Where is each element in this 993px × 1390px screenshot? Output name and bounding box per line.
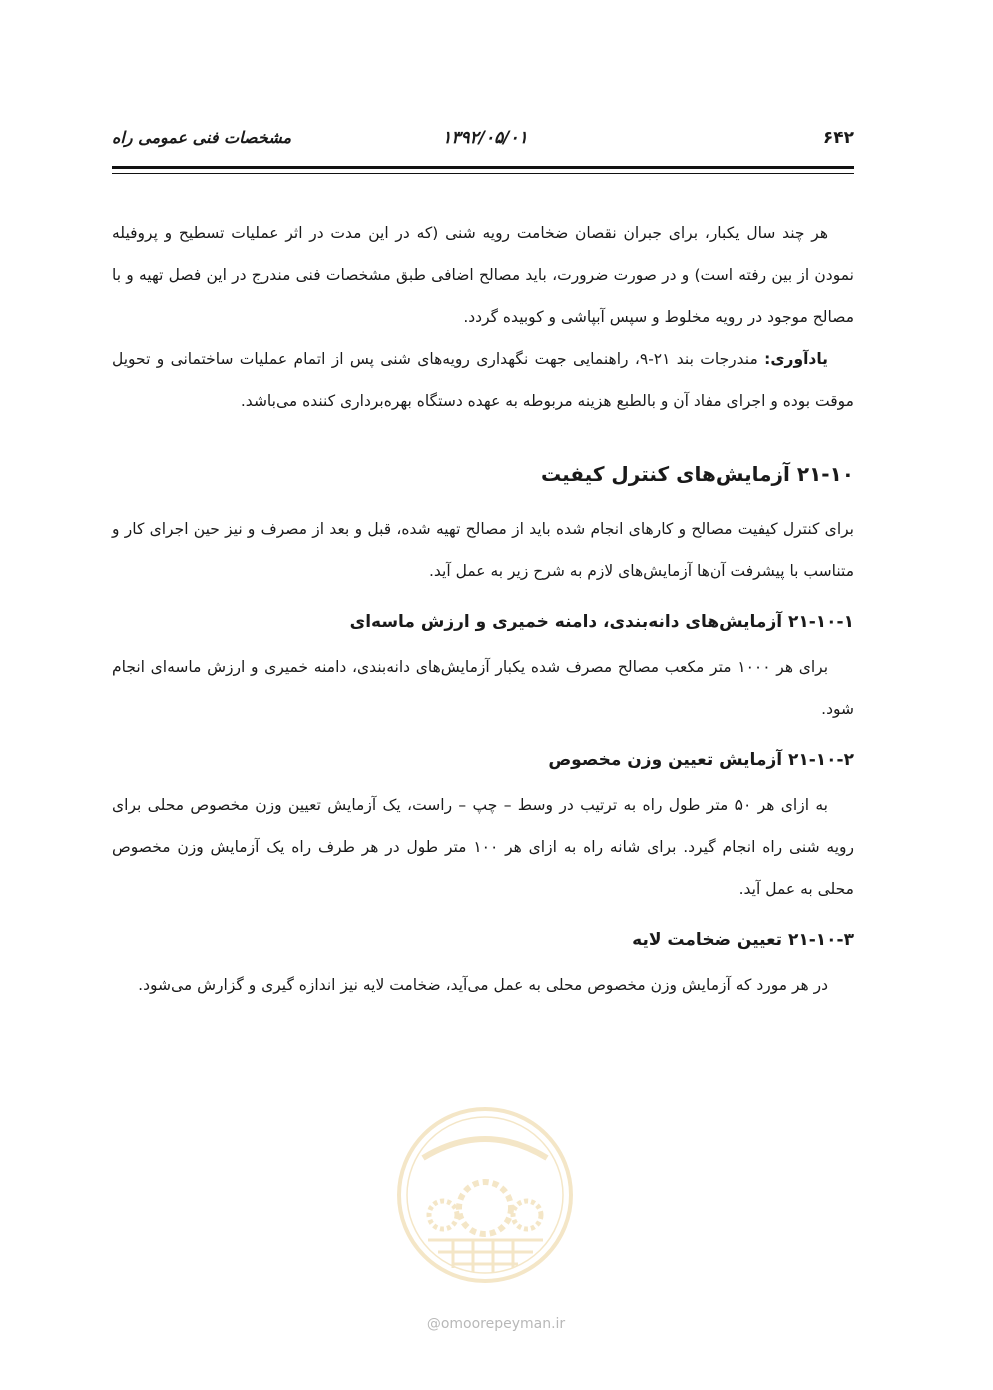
page-number: ۶۴۲	[822, 128, 854, 148]
section-intro: برای کنترل کیفیت مصالح و کارهای انجام شده باید از مصالح تهیه شده، قبل و بعد از مصرف و نیز حین اجرای کار و متناسب با پیشرفت آن‌ها آزمایش‌های لازم به شرح زیر به عمل آید.	[112, 520, 854, 580]
note-text: مندرجات بند ۲۱-۹، راهنمایی جهت نگهداری رویه‌های شنی پس از اتمام عملیات ساختمانی و تحویل موقت بوده و اجرای مفاد آن و بالطبع هزینه مربوطه به عهده دستگاه بهره‌برداری کننده می‌باشد.	[112, 350, 854, 410]
subsection-1-text: برای هر ۱۰۰۰ متر مکعب مصالح مصرف شده یکبار آزمایش‌های دانه‌بندی، دامنه خمیری و ارزش ماسه‌ای انجام شود.	[112, 658, 854, 718]
paragraph-resurfacing: هر چند سال یکبار، برای جبران نقصان ضخامت رویه شنی (که در این مدت در اثر عملیات تسطیح و پروفیله نمودن از بین رفته است) و در صورت ضرورت، باید مصالح اضافی طبق مشخصات فنی مندرج در این فصل تهیه و با مصالح موجود در رویه مخلوط و سپس آبپاشی و کوبیده گردد.	[112, 224, 854, 326]
subsection-2-heading: ۲۱-۱۰-۲ آزمایش تعیین وزن مخصوص	[548, 750, 854, 770]
header-title: مشخصات فنی عمومی راه	[112, 128, 292, 147]
note-label: یادآوری:	[764, 350, 828, 368]
subsection-2-text: به ازای هر ۵۰ متر طول راه به ترتیب در وسط – چپ – راست، یک آزمایش تعیین وزن مخصوص محلی برای رویه شنی راه انجام گیرد. برای شانه راه به ازای هر ۱۰۰ متر طول در هر طرف راه یک آزمایش وزن مخصوص محلی به عمل آید.	[112, 796, 854, 898]
section-heading: ۲۱-۱۰ آزمایش‌های کنترل کیفیت	[540, 462, 854, 486]
subsection-1-heading: ۲۱-۱۰-۱ آزمایش‌های دانه‌بندی، دامنه خمیری و ارزش ماسه‌ای	[349, 612, 854, 632]
header-rule-thin	[112, 173, 854, 174]
subsection-3-heading: ۲۱-۱۰-۳ تعیین ضخامت لایه	[632, 930, 854, 950]
subsection-3-text: در هر مورد که آزمایش وزن مخصوص محلی به عمل می‌آید، ضخامت لایه نیز اندازه گیری و گزارش می‌شود.	[138, 976, 828, 994]
header-rule-thick	[112, 166, 854, 169]
note-paragraph	[112, 338, 854, 422]
watermark-site-text: @omoorepeyman.ir	[426, 1316, 566, 1332]
page-header	[112, 128, 854, 152]
watermark-logo	[393, 1100, 578, 1290]
page-content	[112, 212, 854, 1006]
header-date: ۱۳۹۲/۰۵/۰۱	[442, 128, 528, 148]
